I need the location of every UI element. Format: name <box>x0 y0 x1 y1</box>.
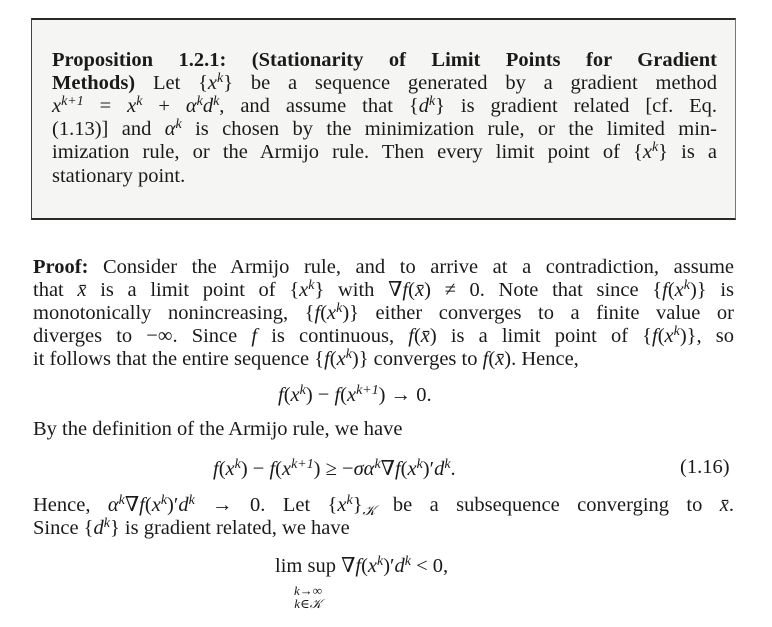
proof-line-3: monotonically nonincreasing, $\{f(x^k)\}$ either converges to a finite value or <box>33 301 734 324</box>
proposition-line-5: imization rule, or the Armijo rule. Then every limit point of $\{x^k\}$ is a <box>52 140 717 163</box>
proof-label: Proof: <box>33 256 89 278</box>
proposition-line-3: $x^{k+1} = x^k + \alpha^kd^k$, and assume that $\{d^k\}$ is gradient related [cf. Eq. <box>52 94 718 117</box>
proposition-methods: Methods) <box>52 72 136 94</box>
limsup-subscript-2: k∈𝒦 <box>294 596 322 611</box>
proposition-line-6: stationary point. <box>52 165 186 187</box>
proposition-line-4: (1.13)] and $\alpha^k$ is chosen by the minimization rule, or the limited min- <box>52 117 717 140</box>
equation-armijo: $f(x^k) - f(x^{k+1}) \ge -\sigma\alpha^k\nabla f(x^k)'d^k$. <box>213 457 456 480</box>
proposition-line-2: Methods) Let $\{x^k\}$ be a sequence generated by a gradient method <box>52 71 718 94</box>
proof-line-hence: Hence, $\alpha^k\nabla f(x^k)'d^k \to 0$. Let $\{x^k\}_𝒦$ be a subsequence converging to x̄. <box>33 493 734 520</box>
proof-armijo-intro: By the definition of the Armijo rule, we have <box>33 418 403 440</box>
equation-number: (1.16) <box>680 456 730 478</box>
limsup-subscript-1: k→∞ <box>293 583 323 598</box>
proof-line-since: Since $\{d^k\}$ is gradient related, we have <box>33 516 350 539</box>
proof-line-2: that x̄ is a limit point of $\{x^k\}$ with ∇f(x̄) ≠ 0. Note that since $\{f(x^k)\}$ is <box>33 278 734 301</box>
equation-limit-difference: $f(x^k) - f(x^{k+1}) \to 0$. <box>278 383 432 406</box>
proposition-title: Proposition 1.2.1: (Stationarity of Limit Points for Gradient <box>52 49 717 71</box>
proof-line-1: Proof: Consider the Armijo rule, and to arrive at a contradiction, assume <box>33 256 734 278</box>
proof-line-4: diverges to −∞. Since f is continuous, f(x̄) is a limit point of $\{f(x^k)\}$, so <box>33 324 734 347</box>
proof-line-5: it follows that the entire sequence $\{f(x^k)\}$ converges to f(x̄). Hence, <box>33 347 579 370</box>
equation-limsup: lim sup $\nabla f(x^k)'d^k < 0$, <box>275 554 449 577</box>
